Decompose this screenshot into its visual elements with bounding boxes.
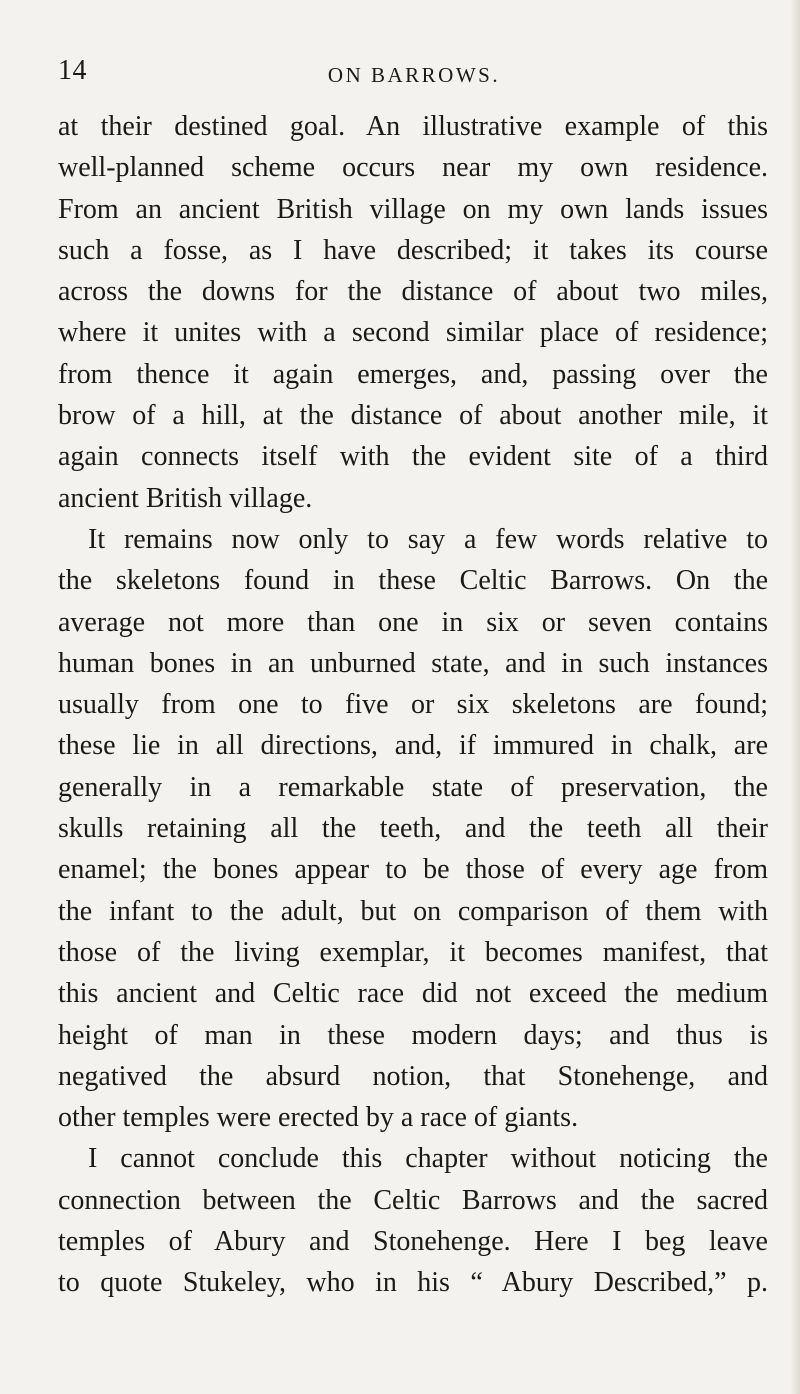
- text-line: other temples were erected by a race of giants.: [58, 1102, 579, 1134]
- text-line: again connects itself with the evident site of a third: [58, 441, 768, 473]
- text-line: connection between the Celtic Barrows and the sacred: [58, 1184, 768, 1216]
- text-line: to quote Stukeley, who in his “ Abury Described,” p.: [58, 1267, 768, 1299]
- paragraph-first-line: I cannot conclude this chapter without noticing the: [88, 1143, 768, 1175]
- text-line: brow of a hill, at the distance of about another mile, it: [58, 400, 768, 432]
- page-header: [58, 55, 740, 95]
- text-line: these lie in all directions, and, if immured in chalk, are: [58, 730, 768, 762]
- text-line: at their destined goal. An illustrative example of this: [58, 111, 768, 142]
- text-line: generally in a remarkable state of preservation, the: [58, 771, 768, 803]
- text-line: temples of Abury and Stonehenge. Here I beg leave: [58, 1226, 768, 1258]
- text-line: average not more than one in six or seven contains: [58, 606, 768, 638]
- text-line: across the downs for the distance of about two miles,: [58, 276, 768, 308]
- text-line: usually from one to five or six skeletons are found;: [58, 689, 768, 721]
- page-edge-shadow: [790, 0, 800, 1394]
- text-line: well-planned scheme occurs near my own residence.: [58, 152, 768, 184]
- text-line: those of the living exemplar, it becomes manifest, that: [58, 936, 768, 968]
- text-line: skulls retaining all the teeth, and the teeth all their: [58, 813, 768, 845]
- text-line: ancient British village.: [58, 482, 313, 514]
- text-line: such a fosse, as I have described; it takes its course: [58, 234, 768, 266]
- text-line: height of man in these modern days; and thus is: [58, 1019, 768, 1051]
- paragraph-first-line: It remains now only to say a few words relative to: [88, 523, 768, 555]
- text-line: this ancient and Celtic race did not exceed the medium: [58, 978, 768, 1010]
- text-line: from thence it again emerges, and, passing over the: [58, 358, 768, 390]
- text-line: the infant to the adult, but on comparison of them with: [58, 895, 768, 927]
- text-line: From an ancient British village on my own lands issues: [58, 193, 768, 225]
- body-text: [58, 106, 768, 1304]
- running-head: ON BARROWS.: [327, 63, 501, 87]
- text-line: human bones in an unburned state, and in such instances: [58, 647, 768, 679]
- text-line: enamel; the bones appear to be those of every age from: [58, 854, 768, 886]
- text-line: the skeletons found in these Celtic Barrows. On the: [58, 565, 768, 597]
- text-line: negatived the absurd notion, that Stonehenge, and: [58, 1060, 768, 1092]
- page-number: 14: [58, 55, 87, 86]
- text-line: where it unites with a second similar place of residence;: [58, 317, 768, 349]
